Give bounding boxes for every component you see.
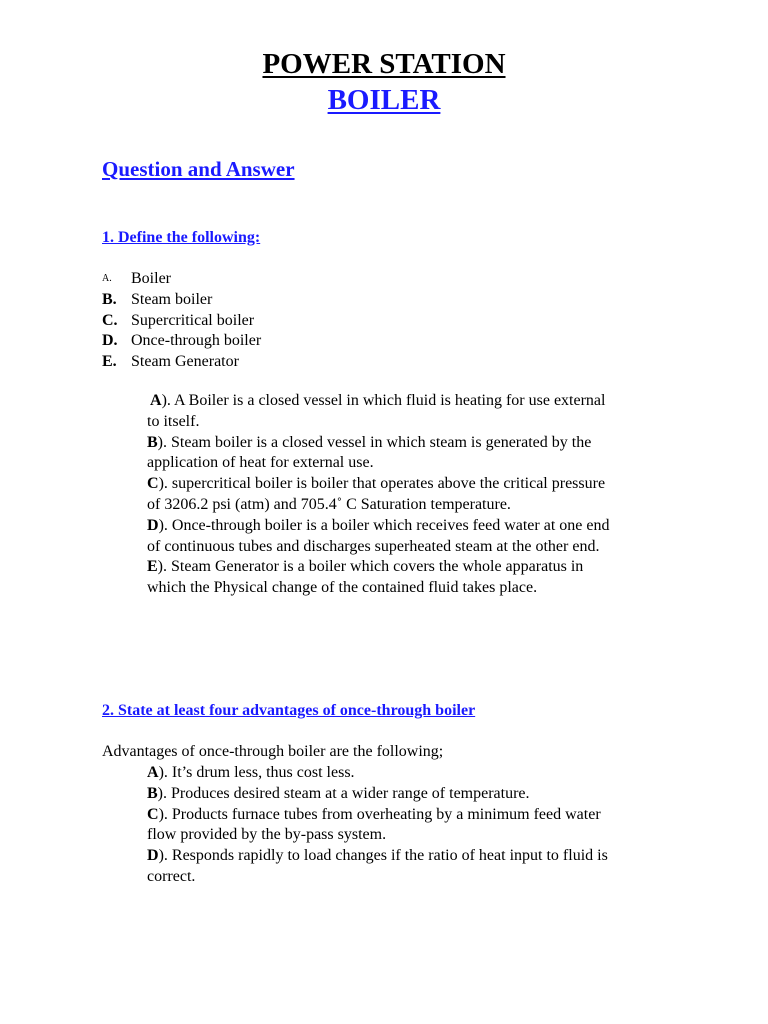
answer-paragraph [147,557,617,599]
list-item [102,331,261,352]
answer-paragraph [147,763,617,784]
question-2-heading[interactable]: 2. State at least four advantages of once-through boiler [102,702,476,719]
answer-letter: E [147,558,158,576]
advantages-intro: Advantages of once-through boiler are the following; [102,743,444,760]
answer-letter: A [147,764,159,781]
list-item-label: C. [102,311,118,329]
answer-letter: B [147,784,158,802]
answer-text: ). Steam Generator is a boiler which covers the whole apparatus in which the Physical change of the contained fluid takes place. [147,558,584,597]
list-item [102,269,261,290]
answer-paragraph [147,805,617,847]
answer-paragraph [147,391,617,433]
list-item [102,352,261,373]
page-title: POWER STATION [262,48,506,80]
list-item-text: Boiler [131,270,171,287]
list-item [102,290,261,311]
answer-letter: C [147,475,159,493]
answer-paragraph [147,784,617,805]
answer-text: ). It’s drum less, thus cost less. [158,764,355,781]
question-2-answers [147,763,617,888]
answer-text: ). Steam boiler is a closed vessel in which steam is generated by the application of heat for external use. [147,433,592,472]
answer-letter: C [147,805,159,823]
page-subtitle-link[interactable]: BOILER [327,84,441,116]
list-item-text: Steam Generator [131,353,239,371]
question-1-heading[interactable]: 1. Define the following: [102,229,261,246]
answer-text: ). Products furnace tubes from overheating by a minimum feed water flow provided by the by-pass system. [147,805,601,844]
answer-text: ). A Boiler is a closed vessel in which fluid is heating for use external to itself. [147,392,606,430]
answer-text: ). Produces desired steam at a wider range of temperature. [157,784,530,802]
list-item-label: E. [102,353,117,371]
section-title-link[interactable]: Question and Answer [102,157,295,181]
list-item-text: Supercritical boiler [131,311,255,329]
answer-letter: D [147,847,159,865]
answer-letter: D [147,516,159,534]
answer-text: ). Responds rapidly to load changes if the ratio of heat input to fluid is correct. [147,847,608,885]
question-1-answers [147,391,617,599]
answer-letter: A [150,392,162,409]
list-item-text: Steam boiler [131,290,213,308]
answer-paragraph [147,474,617,516]
answer-paragraph [147,433,617,475]
list-item-text: Once-through boiler [131,332,262,350]
list-item-label: A. [102,273,112,284]
list-item-label: D. [102,332,118,350]
answer-letter: B [147,433,158,451]
list-item-label: B. [102,290,117,308]
answer-paragraph [147,846,617,888]
definition-list [102,269,261,373]
answer-text: ). supercritical boiler is boiler that operates above the critical pressure of 3206.2 psi (atm) and 705.4˚ C Saturation temperature. [147,475,606,513]
list-item [102,311,261,332]
answer-paragraph [147,516,617,558]
answer-text: ). Once-through boiler is a boiler which receives feed water at one end of continuous tubes and discharges superheated steam at the other end. [147,516,610,555]
